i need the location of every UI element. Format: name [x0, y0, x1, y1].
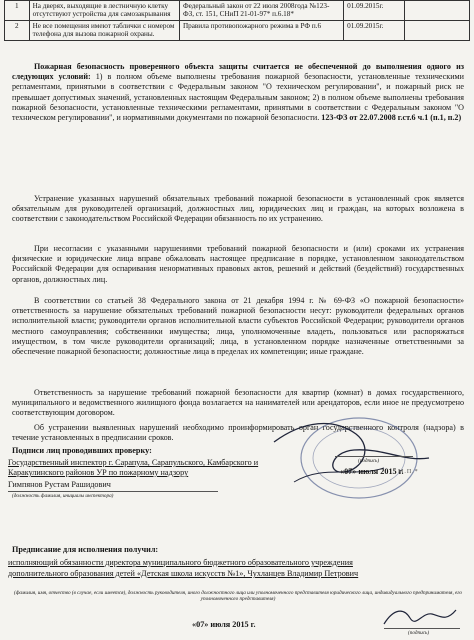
inspector-position: Государственный инспектор г. Сарапула, Сарапульского, Камбарского и Каракулинского районов УР по пожарному надзору — [8, 458, 259, 477]
violation-text: На дверях, выходящие в лестничную клетку отсутствуют устройства для самозакрывания — [29, 1, 179, 21]
paragraph-text: При несогласии с указанными нарушениями требований пожарной безопасности и (или) сроками их устранения физические и юридические лица вправе обжаловать настоящее предписание в порядке, установленном законодательством Российской Федерации для оспаривания ненормативных правовых актов, решений и действий (бездействий) государственных органов, должностных лиц. — [12, 244, 464, 284]
paragraph-text: Ответственность за нарушение требований пожарной безопасности для квартир (комнат) в домах государственного, муниципального и ведомственного жилищного фонда возлагается на нанимателей или арендаторов, если иное не предусмотрено соответствующим договором. — [12, 388, 464, 418]
inspector-name: Гимпянов Рустам Рашидович — [8, 480, 111, 489]
receipt-line-2: дополнительного образования детей «Детская школа искусств №1», Чухланцев Владимир Петрович — [8, 569, 359, 578]
conclusion-block — [12, 62, 464, 123]
receipt-label: Предписание для исполнения получил: — [12, 545, 159, 554]
stamp-signature-icon — [264, 412, 434, 508]
deadline: 01.09.2015г. — [344, 20, 405, 40]
norm-reference: Правила противопожарного режима в РФ п.6 — [179, 20, 343, 40]
sign-caption: (подпись) — [358, 458, 380, 464]
receipt-sign-caption: (подпись) — [408, 630, 430, 636]
receipt-line-1: исполняющий обязанности директора муниципального бюджетного образовательного учреждения — [8, 558, 353, 567]
paragraph-text: Об устранении выявленных нарушений необходимо проинформировать орган государственного контроля (надзора) в течение установленных в предписании сроков. — [12, 423, 464, 443]
paragraph-text: Устранение указанных нарушений обязательных требований пожарной безопасности в установленный срок является обязательным для руководителей организаций, должностных лиц, юридических лиц и граждан, на которых возложена в соответствии с законодательством Российской Федерации обязанность по их устранению. — [12, 194, 464, 224]
deadline: 01.09.2015г. — [344, 1, 405, 21]
violation-text: Не все помещения имеют таблички с номером телефона для вызова пожарной охраны. — [29, 20, 179, 40]
receipt-caption: (фамилия, имя, отчество (в случае, если имеется), должность руководителя, иного должностного лица или уполномоченного представителя юридического лица, индивидуального предпринимателя, его уполномоченного представителя) — [14, 590, 462, 602]
paragraph — [12, 194, 464, 225]
violations-table — [4, 0, 470, 41]
paragraph — [12, 296, 464, 357]
norm-reference: Федеральный закон от 22 июля 2008года №123- ФЗ, ст. 151, СНиП 21-01-97* п.6.18* — [179, 1, 343, 21]
conclusion-lead: Пожарная безопасность проверенного объекта защиты считается не обеспеченной до выполнения одного из следующих условий: — [12, 62, 464, 82]
receipt-date: «07» июля 2015 г. — [192, 620, 256, 629]
inspector-caption: (должность фамилия, инициалы инспектора) — [12, 493, 114, 499]
table-row — [5, 1, 470, 21]
conclusion-reference: 123-ФЗ от 22.07.2008 г.ст.6 ч.1 (п.1, п.2) — [321, 113, 462, 123]
row-number: 1 — [5, 1, 30, 21]
row-number: 2 — [5, 20, 30, 40]
stamp-mark: М.П.* — [398, 469, 419, 475]
conclusion-body: 1) в полном объеме выполнены требования пожарной безопасности, установленные техническими регламентами, принятыми в соответствии с Федеральным законом "О техническом регулировании", и пожарный риск не превышает допустимых значений, установленных настоящим Федеральным законом; 2) в полном объеме выполнены требования пожарной безопасности, установленные техническими регламентами, принятыми в соответствии с Федеральным законом "О техническом регулировании", и нормативными документами по пожарной безопасности. — [12, 72, 464, 123]
inspector-name-underline — [8, 491, 218, 492]
paragraph-text: В соответствии со статьей 38 Федерального закона от 21 декабря 1994 г. № 69-ФЗ «О пожарной безопасности» ответственность за нарушение обязательных требований пожарной безопасности несут: руководители федеральных органов исполнительной власти; руководители органов исполнительной власти субъектов Российской Федерации; руководители органов местного самоуправления; собственники имущества; лица, уполномоченные владеть, пользоваться или распоряжаться имуществом, в том числе руководители организаций; лица, в установленном порядке назначенные ответственными за обеспечение пожарной безопасности; должностные лица в пределах их компетенции; иные граждане. — [12, 296, 464, 357]
inspection-date: «07» июля 2015 г. — [340, 467, 404, 476]
signature-line — [335, 456, 413, 457]
receipt-signature-icon — [380, 604, 460, 630]
inspectors-label: Подписи лиц проводивших проверку: — [12, 446, 152, 455]
paragraph — [12, 244, 464, 285]
note-cell — [404, 1, 469, 21]
table-row — [5, 20, 470, 40]
receipt-signature-line — [384, 628, 460, 629]
note-cell — [404, 20, 469, 40]
